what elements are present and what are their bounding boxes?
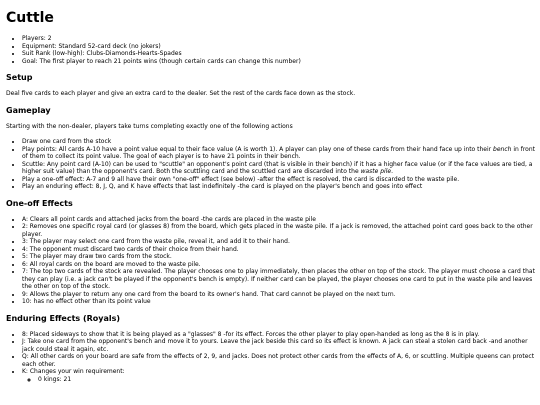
list-item: • A: Clears all point cards and attached jacks from the board -the cards are placed in the waste pile bbox=[22, 216, 535, 224]
item-text: K: Changes your win requirement: bbox=[22, 368, 125, 375]
section-heading-one-off-effects: One-off Effects bbox=[6, 198, 73, 208]
section-heading-gameplay: Gameplay bbox=[6, 106, 51, 115]
list-item bbox=[22, 368, 535, 383]
list-item: • 6: All royal cards on the board are moved to the waste pile. bbox=[22, 261, 535, 269]
list-item: • 10: has no effect other than its point value bbox=[22, 298, 535, 306]
list-item: • 4: The opponent must discard two cards of their choice from their hand. bbox=[22, 246, 535, 254]
list-item bbox=[22, 161, 535, 176]
list-item: • Players: 2 bbox=[22, 35, 535, 43]
one-off-list bbox=[6, 216, 535, 306]
list-item: • Play a one-off effect: A-7 and 9 all have their own "one-off" effect (see below) -after the effect is resolved, the card is discarded to the waste pile. bbox=[22, 176, 535, 184]
list-item: • 2: Removes one specific royal card (or glasses 8) from the board, which gets placed in the waste pile. If a jack is removed, the attached point card goes back to the other player. bbox=[22, 223, 535, 238]
item-text: in front of them to collect its point value. The goal of each player is to have 21 points in their bench. bbox=[22, 145, 535, 160]
list-item: • J: Take one card from the opponent's bench and move it to yours. Leave the jack beside this card so its effect is known. A jack can steal a stolen card back -and another jack could steal it again, etc. bbox=[22, 338, 535, 353]
gameplay-intro: Starting with the non-dealer, players take turns completing exactly one of the following actions bbox=[6, 123, 293, 130]
gameplay-list bbox=[6, 138, 535, 191]
bench-term: bench bbox=[493, 145, 512, 153]
list-item: • Play an enduring effect: 8, J, Q, and K have effects that last indefinitely -the card is played on the player's bench and goes into effect bbox=[22, 183, 535, 191]
list-item: • 9: Allows the player to return any one card from the board to its owner's hand. That card cannot be played on the next turn. bbox=[22, 291, 535, 299]
page-title: Cuttle bbox=[6, 10, 54, 26]
list-item: • Suit Rank (low-high): Clubs-Diamonds-Hearts-Spades bbox=[22, 50, 535, 58]
list-item: • 5: The player may draw two cards from the stock. bbox=[22, 253, 535, 261]
royals-list bbox=[6, 331, 535, 384]
list-item: • Q: All other cards on your board are safe from the effects of 2, 9, and jacks. Does not protect other cards from the effects of A, 6, or scuttling. Multiple queens can protect each other. bbox=[22, 353, 535, 368]
list-item: • Goal: The first player to reach 21 points wins (though certain cards can change this number) bbox=[22, 58, 535, 66]
waste-pile-term: waste pile bbox=[360, 168, 392, 175]
setup-text: Deal five cards to each player and give an extra card to the dealer. Set the rest of the cards face down as the stock. bbox=[6, 90, 356, 97]
section-heading-setup: Setup bbox=[6, 73, 33, 82]
list-item: • 3: The player may select one card from the waste pile, reveal it, and add it to their hand. bbox=[22, 238, 535, 246]
section-heading-enduring-effects: Enduring Effects (Royals) bbox=[6, 313, 121, 323]
king-sublist bbox=[22, 376, 535, 384]
item-text: Scuttle: Any point card (A-10) can be used to "scuttle" an opponent's point card (that is visible in their bench) if it has a higher face value (or if the face values are tied, a higher suit value) than the opponent's card. Both the scuttling card and the scuttled card are discarded into the bbox=[22, 160, 533, 175]
intro-list bbox=[6, 35, 535, 65]
item-text: . bbox=[391, 168, 393, 175]
list-item: • Equipment: Standard 52-card deck (no jokers) bbox=[22, 43, 535, 51]
list-item: • Draw one card from the stock bbox=[22, 138, 535, 146]
list-item: • 8: Placed sideways to show that it is being played as a "glasses" 8 -for its effect. Forces the other player to play open-handed as long as the 8 is in play. bbox=[22, 331, 535, 339]
list-item: • 7: The top two cards of the stock are revealed. The player chooses one to play immediately, then places the other on top of the stock. The player must choose a card that they can play (i.e. a jack can't be played if the opponent's bench is empty). If neither card can be played, the player chooses one card to put in the waste pile and leaves the other on top of the stock. bbox=[22, 268, 535, 291]
list-item bbox=[22, 146, 535, 161]
sub-list-item: ◦ 0 kings: 21 bbox=[38, 376, 535, 384]
item-text: Play points: All cards A-10 have a point value equal to their face value (A is worth 1). A player can play one of these cards from their hand face up into their bbox=[22, 145, 494, 153]
